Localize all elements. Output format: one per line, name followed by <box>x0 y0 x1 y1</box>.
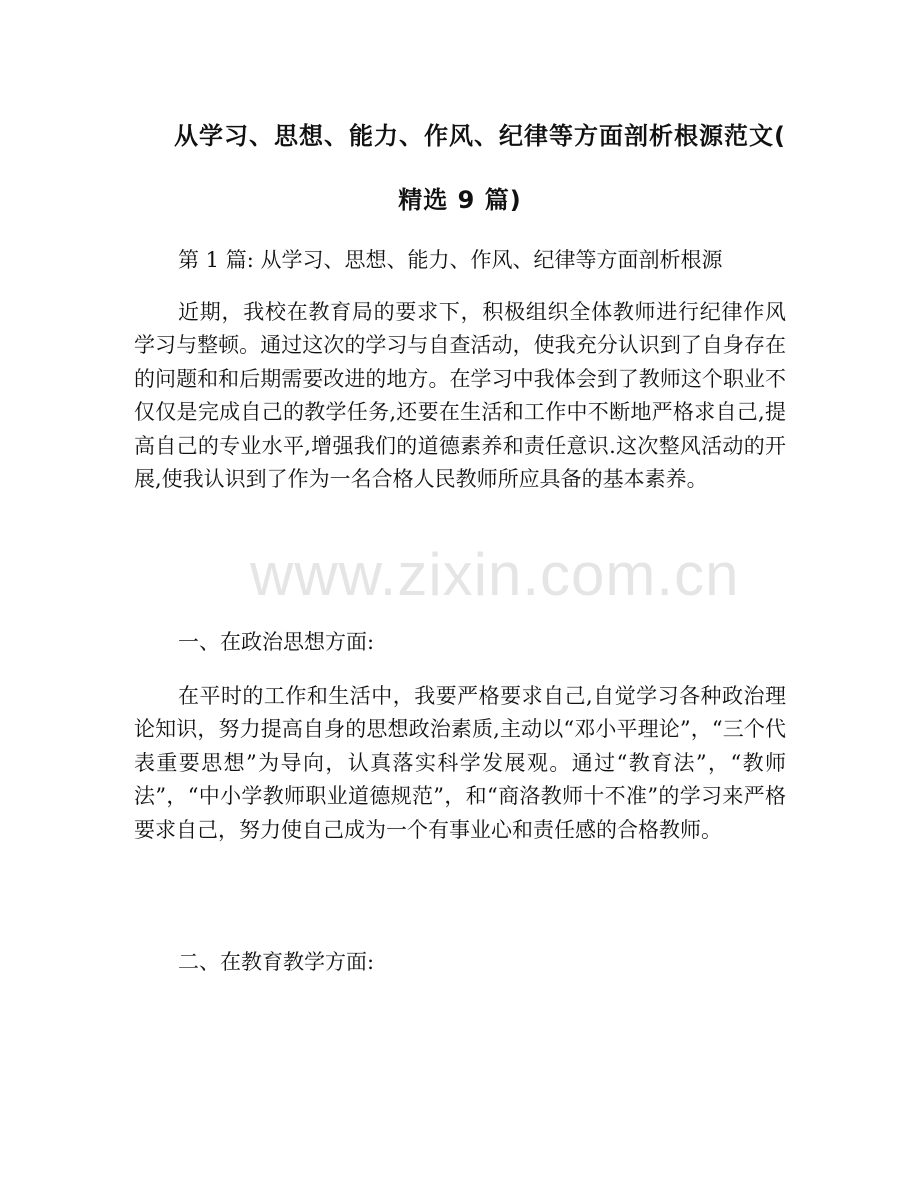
paragraph-intro: 近期，我校在教育局的要求下，积极组织全体教师进行纪律作风学习与整顿。通过这次的学习与自查活动，使我充分认识到了自身存在的问题和和后期需要改进的地方。在学习中我体会到了教师这个职业不仅仅是完成自己的教学任务,还要在生活和工作中不断地严格求自己,提高自己的专业水平,增强我们的道德素养和责任意识.这次整风活动的开展,使我认识到了作为一名合格人民教师所应具备的基本素养。 <box>134 300 786 492</box>
document-title-line-2: 精选 9 篇) <box>398 186 522 214</box>
document-title-line-1: 从学习、思想、能力、作风、纪律等方面剖析根源范文( <box>174 122 786 150</box>
section-heading-political: 一、在政治思想方面: <box>178 630 375 654</box>
section-heading-teaching: 二、在教育教学方面: <box>178 950 375 974</box>
watermark: www.zixin.com.cn <box>250 541 740 608</box>
article-subtitle: 第 1 篇: 从学习、思想、能力、作风、纪律等方面剖析根源 <box>178 248 723 272</box>
paragraph-political: 在平时的工作和生活中，我要严格要求自己,自觉学习各种政治理论知识，努力提高自身的思想政治素质,主动以“邓小平理论”，“三个代表重要思想”为导向，认真落实科学发展观。通过“教育法”，“教师法”，“中小学教师职业道德规范”，和“商洛教师十不准”的学习来严格要求自己，努力使自己成为一个有事业心和责任感的合格教师。 <box>134 684 786 842</box>
